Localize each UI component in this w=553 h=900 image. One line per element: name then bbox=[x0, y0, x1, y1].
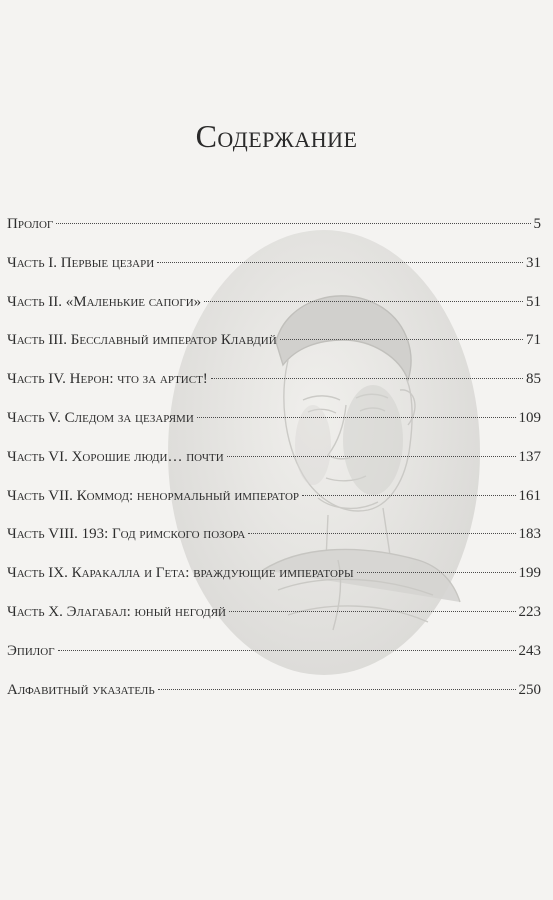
toc-entry-part-1[interactable] bbox=[7, 255, 541, 294]
toc-leader-dots bbox=[357, 572, 516, 573]
toc-entry-label: Часть II. «Маленькие сапоги» bbox=[7, 293, 202, 310]
toc-entry-part-4[interactable] bbox=[7, 371, 541, 410]
toc-leader-dots bbox=[58, 650, 516, 651]
toc-entry-part-3[interactable] bbox=[7, 332, 541, 371]
toc-entry-prologue[interactable] bbox=[7, 216, 541, 255]
toc-leader-dots bbox=[229, 611, 516, 612]
toc-entry-index[interactable] bbox=[7, 682, 541, 721]
toc-entry-page: 243 bbox=[518, 642, 541, 659]
toc-entry-page: 31 bbox=[526, 254, 541, 271]
toc-entry-page: 183 bbox=[518, 526, 541, 543]
toc-entry-label: Часть VI. Хорошие люди… почти bbox=[7, 448, 224, 465]
toc-entry-label: Часть IV. Нерон: что за артист! bbox=[7, 371, 208, 388]
toc-entry-label: Пролог bbox=[7, 216, 54, 232]
toc-entry-label: Часть VIII. 193: Год римского позора bbox=[7, 526, 246, 543]
toc-entry-page: 223 bbox=[518, 603, 541, 620]
toc-entry-page: 199 bbox=[518, 565, 541, 582]
toc-entry-label: Часть VII. Коммод: ненормальный император bbox=[7, 487, 300, 504]
toc-leader-dots bbox=[211, 378, 523, 379]
page-title: Содержание bbox=[195, 118, 358, 154]
toc-entry-page: 161 bbox=[518, 487, 541, 504]
toc-entry-part-8[interactable] bbox=[7, 526, 541, 565]
toc-entry-label: Часть IX. Каракалла и Гета: враждующие императоры bbox=[7, 565, 354, 582]
toc-entry-page: 71 bbox=[526, 332, 541, 349]
toc-entry-page: 51 bbox=[526, 293, 541, 310]
toc-leader-dots bbox=[227, 456, 516, 457]
toc-leader-dots bbox=[158, 689, 516, 690]
toc-leader-dots bbox=[204, 301, 523, 302]
toc-entry-part-2[interactable] bbox=[7, 294, 541, 333]
toc-entry-label: Эпилог bbox=[7, 642, 55, 659]
toc-entry-part-7[interactable] bbox=[7, 488, 541, 527]
toc-leader-dots bbox=[56, 223, 530, 224]
toc-entry-label: Алфавитный указатель bbox=[7, 681, 155, 698]
toc-entry-part-9[interactable] bbox=[7, 565, 541, 604]
toc-leader-dots bbox=[302, 495, 515, 496]
toc-entry-page: 137 bbox=[518, 448, 541, 465]
toc-entry-page: 250 bbox=[518, 681, 541, 698]
toc-entry-label: Часть X. Элагабал: юный негодяй bbox=[7, 603, 226, 620]
toc-entry-page: 109 bbox=[518, 409, 541, 426]
table-of-contents bbox=[7, 216, 541, 720]
toc-entry-page: 85 bbox=[526, 371, 541, 388]
toc-entry-label: Часть III. Бесславный император Клавдий bbox=[7, 332, 277, 349]
toc-leader-dots bbox=[157, 262, 523, 263]
toc-entry-label: Часть I. Первые цезари bbox=[7, 254, 155, 271]
toc-entry-part-5[interactable] bbox=[7, 410, 541, 449]
toc-entry-label: Часть V. Следом за цезарями bbox=[7, 409, 194, 426]
toc-entry-page: 5 bbox=[533, 216, 541, 232]
toc-leader-dots bbox=[197, 417, 516, 418]
toc-leader-dots bbox=[248, 533, 515, 534]
toc-entry-part-10[interactable] bbox=[7, 604, 541, 643]
toc-entry-epilogue[interactable] bbox=[7, 643, 541, 682]
toc-entry-part-6[interactable] bbox=[7, 449, 541, 488]
toc-leader-dots bbox=[280, 339, 523, 340]
